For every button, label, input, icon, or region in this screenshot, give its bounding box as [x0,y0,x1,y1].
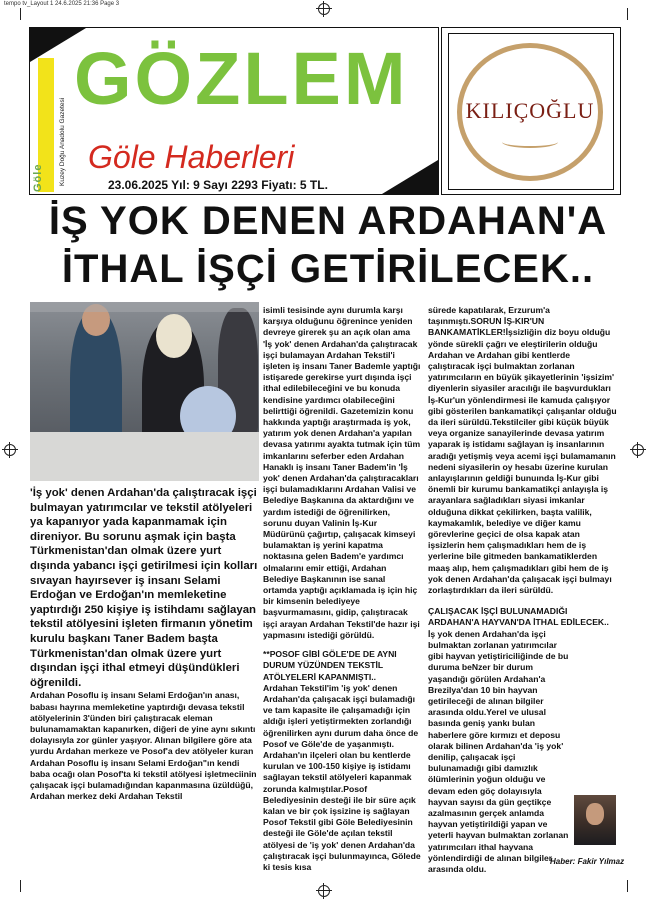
byline: Haber: Fakir Yılmaz [550,857,625,866]
article-body: sürede kapatılarak, Erzurum'a taşınmıştı.SORUN İŞ-KIR'UN BANKAMATİKLER!İşsizliğin diz boyu olduğu yönde sürekli çağrı ve eleştirilerin olduğu Ardahan ve Ardahan gibi kentlerde çalıştıracak işçi bulmaktan zorlanan yatırımcıların en büyük şikayetlerinin 'işsizim' diyenlerin siyasiler aracılığı ile başvurdukları İş-Kur'un yönlendirmesi ile kamuda çalışıyor gibi gösterilen bankamatikçi çalışanlar olduğu da ileri sürüldü.Tekstilciler gibi küçük büyük veya organize sanayilerinde devasa yatırım yaparak iş istidamı sağlayan iş insanlarının aradığı yetişmiş veya acemi işçi bulamamanın nedeni siyasilerin oy hesabı üzerine kurulan anlayışlarının geldiği bunuında İş-Kur gibi önemli bir kurumu bankamatikçi anlayışla iş arayanlara sağladıkları siyasi imkanlar olduğuna dikkat çekilirken, başta valilik, kaymakamlık, belediye ve diğer kamu görevlerine geçici de olsa kapak atan işsizlerin hem çalışmadıkları hem de iş yerlerine bile gitmeden bankamatiklerden maaş alıp, hem çalışmadıkları gibi hem de iş yok denen Ardahan'da çalışacak işçi bulmayı zorlaştırdıkları da ileri sürüldü. [428,305,617,596]
article-body: Ardahan Posoflu iş insanı Selami Erdoğan'ın anası, babası hayrına memleketine yaptırdığı devasa tekstil atölyelerinin 3'ünden biri çalıştıracak eleman bulunamamaktan kapanırken, diğeri de yine aynı sıkıntı dolayısıyla zor günler yaşıyor. Alınan bilgilere göre ata yurdu Ardahan merkeze ve Posof'a dev atölyeler kuran Ardahan Posoflu iş insanı Selami Erdoğan"ın kendi baba ocağı olan Posof'ta ki tekstil atölyesi işletmeciinin çalışacak işçi bulamadığından kapanmasına üzüldüğü, Ardahan merkez deki Ardahan Tekstil [30,690,257,802]
registration-mark-top [318,3,330,15]
crop-mark [627,8,628,20]
masthead-vertical-subtitle: Kuzey Doğu Anadolu Gazetesi [59,97,66,186]
article-column-3 [428,305,618,875]
headline-line-2: İTHAL İŞÇİ GETİRİLECEK.. [61,247,595,291]
crop-mark [627,880,628,892]
headline-line-1: İŞ YOK DENEN ARDAHAN'A [48,199,608,243]
main-headline [28,197,628,293]
article-subheading: ÇALIŞACAK İŞÇİ BULUNAMADIĞI ARDAHAN'A HAYVAN'DA İTHAL EDİLECEK.. [428,606,609,628]
registration-mark-left [4,444,16,456]
photo-table [30,432,259,481]
article-body: İş yok denen Ardahan'da işçi bulmaktan zorlanan yatırımcılar gibi hayvan yetiştiriciliğinde de bu duruma beNzer bir durum yaşandığı görülen Ardahan'a Brezilya'dan 10 bin hayvan getirileceği de alınan bilgiler arasında oldu.Yerel ve ulusal basında geniş yankı bulan haberlere göre kırmızı et deposu olarak bilinen Ardahan'da 'iş yok' denilip, çalışacak işçi bulunamadığı gibi damızlık ölümlerinin yoğun olduğu ve devam eden göç dolayısıyla hayvan sayısı da gün geçtikçe azalmasının gerçek anlamda hayvan yetiştirildiği yapan ve yeterli hayvan bulmaktan zorlanan yatırımcıları ithal hayvana yönlendirdiği de alınan bilgiler arasında oldu. [428,628,569,874]
advertisement [441,27,621,195]
masthead-corner [382,160,438,194]
news-photo [30,302,259,481]
reporter-face [586,803,604,825]
photo-headscarf [156,314,192,358]
article-body: isimli tesisinde aynı durumla karşı karşıya olduğunu öğrenince yeniden devreye girerek şu an açık olan ama 'İş yok' denen Ardahan'da çalıştıracak işçi bulamayan Ardahan Tekstil'i işleten iş insanı Taner Bademle yaptığı istişarede gerekirse yurt dışında işçi ithal edilebileceğini ve bu konuda kendisine yardımcı olabileceğini belirttiği öğrenildi. Gazetemizin konu hakkında yaptığı araştırmada iş yok, yatırım yok denen Ardahan'a yapılan devasa yatırımı ayakta tutmak için tüm imkanlarını seferber eden Ardahan Hanaklı iş insanı Taner Badem'in 'İş yok' denen Ardahan'da çalıştıracakları işçi bulamadıklarını Ardahan Valisi ve Belediye Başkanına da aktardığını ve yardım istediği de öğrenilirken, sorunu duyan Valinin İş-Kur Müdürünü çağırtıp, çalışacak kimseyi bulamaktan iş yerini kapatma noktasına gelen Badem'e yardımcı olmalarını emir ettiği, Ardahan Belediye Başkanının ise sanal ortamda yaptığı açıklamada iş için hiç bir kimsenin belediyeye başvurmamasını, gidip, çalıştıracak işçi arayan Ardahan Tekstil'de hazır işi yapmasını istediği görüldü. [263,305,421,640]
photo-ceiling [30,302,259,312]
registration-mark-bottom [318,885,330,897]
article-subheading: **POSOF GİBİ GÖLE'DE DE AYNI DURUM YÜZÜNDEN TEKSTİL ATÖLYELERİ KAPANMIŞTI.. [263,649,397,682]
newspaper-subtitle: Göle Haberleri [88,139,295,175]
masthead [29,27,439,195]
newspaper-title: GÖZLEM [74,37,409,120]
ad-swirl-ornament [502,136,558,148]
ad-frame [448,33,614,190]
crop-mark [20,8,21,20]
reporter-photo [574,795,616,845]
print-slug: tempo tv_Layout 1 24.6.2025 21:36 Page 3 [4,1,120,7]
masthead-vertical-brand: Göle [32,163,44,192]
issue-info: 23.06.2025 Yıl: 9 Sayı 2293 Fiyatı: 5 TL. [108,178,328,192]
article-lead: 'İş yok' denen Ardahan'da çalıştıracak işçi bulmayan yatırımcılar ve tekstil atölyeleri ya kapanıyor yada kapanmamak için direniyor. Bu sorunu aşmak için başta Türkmenistan'dan olmak üzere yurt dışında yabancı işçi getirilmesi için kolları sıvayan hayırsever iş insanı Selami Erdoğan ve Erdoğan'ın memleketine yaptırdığı 250 kişiye iş istihdamı sağlayan tekstil atölyesini işleten firmanın yönetim kurulu başkanı Taner Badem başta Türkmenistan'dan olmak üzere yurt dışından işçi ithal etmeyi düşündükleri öğrenildi. [30,487,258,689]
article-column-1 [30,486,259,802]
ad-logo-text: KILIÇOĞLU [465,98,595,123]
ad-logo-circle [457,43,603,181]
article-column-2 [263,305,421,873]
crop-mark [20,880,21,892]
article-body: Ardahan Tekstil'im 'iş yok' denen Ardahan'da çalışacak işçi bulamadığı ve tam kapasite ile çalışamadığı için aldığı işleri yetiştirmekten zorlandığı öğrenilirken aynı durum daha önce de Posof ve Göle'de de yaşanmıştı. Ardahan'ın ilçeleri olan bu kentlerde kurulan ve 100-150 kişiye iş istidamı sağlayan tekstil atölyeleri kapanmak zorunda kalmıştılar.Posof Belediyesinin desteği ile bir süre açık kalan ve bir çok işsizine iş sağlayan Posof Tekstil gibi Göle Belediyesinin desteği ile Göle'de açılan tekstil atölyesi de 'iş yok' denen Ardahan'da çalıştıracak işçi bulunmayınca, Gölede ki tesis kısa [263,682,421,872]
registration-mark-right [632,444,644,456]
